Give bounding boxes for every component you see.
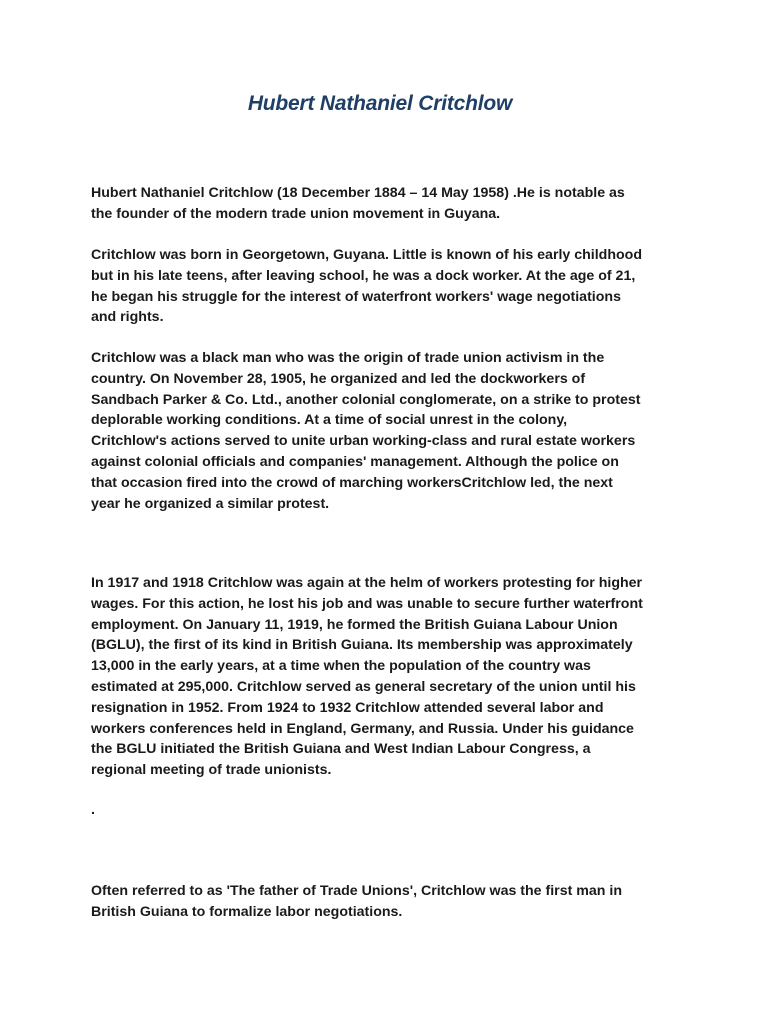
text-line: Critchlow was born in Georgetown, Guyana. Little is known of his early childhood — [91, 247, 643, 263]
text-line: and rights. — [91, 309, 164, 326]
text-line: deplorable working conditions. At a time of social unrest in the colony, — [91, 412, 568, 429]
text-line: the BGLU initiated the British Guiana and West Indian Labour Congress, a — [91, 741, 591, 758]
text-line: estimated at 295,000. Critchlow served as general secretary of the union until his — [91, 678, 636, 695]
text-line: Critchlow's actions served to unite urban working-class and rural estate workers — [91, 433, 636, 450]
text-line: (BGLU), the first of its kind in British Guiana. Its membership was approximately — [91, 637, 633, 654]
text-line: against colonial officials and companies' management. Although the police on — [91, 453, 619, 470]
text-line: but in his late teens, after leaving school, he was a dock worker. At the age of 21, — [91, 267, 636, 284]
text-line: country. On November 28, 1905, he organized and led the dockworkers of — [91, 370, 586, 387]
text-line: Hubert Nathaniel Critchlow (18 December 1884 – 14 May 1958) .He is notable as — [91, 185, 625, 201]
text-line: the founder of the modern trade union movement in Guyana. — [91, 205, 501, 222]
text-line: that occasion fired into the crowd of marching workersCritchlow led, the next — [91, 474, 613, 491]
paragraph-intro — [91, 183, 691, 225]
text-line: Critchlow was a black man who was the origin of trade union activism in the — [91, 350, 605, 366]
text-line: employment. On January 11, 1919, he formed the British Guiana Labour Union — [91, 616, 618, 633]
text-line: year he organized a similar protest. — [91, 495, 330, 512]
text-line: workers conferences held in England, Germany, and Russia. Under his guidance — [91, 720, 634, 737]
text-line: In 1917 and 1918 Critchlow was again at the helm of workers protesting for higher — [91, 575, 643, 591]
text-line: regional meeting of trade unionists. — [91, 762, 332, 779]
text-line: resignation in 1952. From 1924 to 1932 Critchlow attended several labor and — [91, 699, 604, 716]
paragraph-activism — [91, 348, 691, 514]
paragraph-bglu — [91, 573, 691, 781]
text-line: 13,000 in the early years, at a time when the population of the country was — [91, 658, 591, 675]
paragraph-legacy — [91, 881, 691, 923]
text-line: wages. For this action, he lost his job and was unable to secure further waterfront — [91, 595, 643, 612]
text-line: British Guiana to formalize labor negotiations. — [91, 903, 403, 920]
page-title: Hubert Nathaniel Critchlow — [247, 92, 513, 115]
paragraph-dot — [91, 800, 691, 821]
text-line: Sandbach Parker & Co. Ltd., another colonial conglomerate, on a strike to protest — [91, 391, 641, 408]
paragraph-early-life — [91, 245, 691, 328]
text-line: Often referred to as 'The father of Trade Unions', Critchlow was the first man in — [91, 883, 622, 899]
text-line: . — [91, 802, 95, 818]
text-line: he began his struggle for the interest of waterfront workers' wage negotiations — [91, 288, 621, 305]
